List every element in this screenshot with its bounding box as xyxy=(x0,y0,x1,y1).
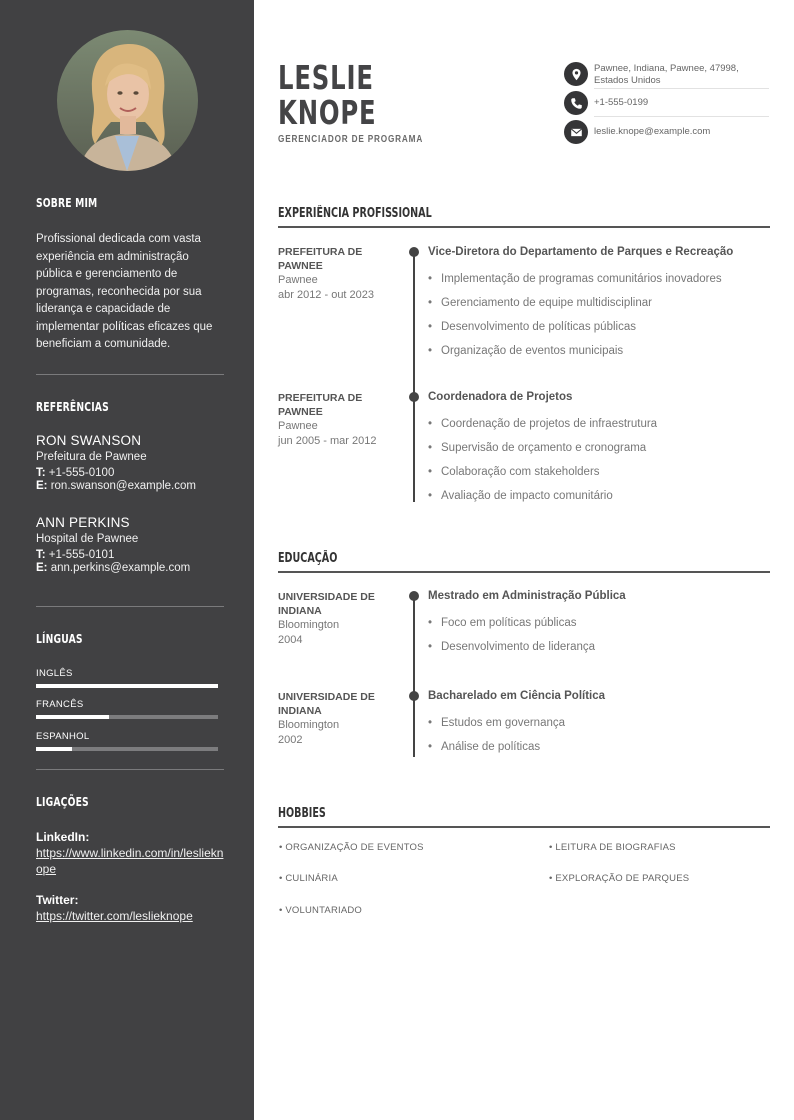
experience-meta xyxy=(278,391,398,449)
hobby-label: VOLUNTARIADO xyxy=(285,905,363,916)
language-level-bar xyxy=(36,715,218,719)
hobby-item: • ORGANIZAÇÃO DE EVENTOS xyxy=(279,842,424,853)
list-item: • Análise de políticas xyxy=(428,735,770,759)
email-value: ann.perkins@example.com xyxy=(50,562,191,574)
list-item: • Coordenação de projetos de infraestrutura xyxy=(428,412,770,436)
reference-email xyxy=(36,562,236,574)
contact-phone xyxy=(564,91,769,117)
experience-detail xyxy=(428,390,770,508)
education-meta xyxy=(278,590,398,648)
contact-email xyxy=(564,120,769,146)
degree-title: Bacharelado em Ciência Política xyxy=(428,690,606,702)
language-level-fill xyxy=(36,684,218,688)
link-item xyxy=(36,829,226,877)
language-level-fill xyxy=(36,747,72,751)
twitter-link[interactable]: https://twitter.com/leslieknope xyxy=(36,909,193,923)
highlight-list xyxy=(428,711,770,759)
institution: UNIVERSIDADE DE INDIANA xyxy=(278,591,375,617)
timeline-dot xyxy=(409,392,419,402)
sidebar xyxy=(0,0,254,1120)
full-name xyxy=(278,60,377,130)
experience-heading: EXPERIÊNCIA PROFISSIONAL xyxy=(278,206,432,221)
experience-meta xyxy=(278,245,398,303)
phone-value: +1-555-0101 xyxy=(48,549,115,561)
profile-photo xyxy=(57,30,198,171)
language-item xyxy=(36,699,218,719)
highlight-list xyxy=(428,611,770,659)
links-heading: LIGAÇÕES xyxy=(36,794,89,809)
language-name: FRANCÊS xyxy=(36,699,84,710)
reference-phone xyxy=(36,467,236,479)
experience-timeline xyxy=(413,250,415,502)
experience-detail xyxy=(428,245,770,363)
hobby-item: • VOLUNTARIADO xyxy=(279,905,363,916)
graduation-year: 2002 xyxy=(278,734,303,746)
phone-label: T: xyxy=(36,549,46,561)
education-detail xyxy=(428,689,770,759)
link-item xyxy=(36,892,226,924)
location: Bloomington xyxy=(278,619,340,631)
section-rule xyxy=(278,226,770,228)
last-name: KNOPE xyxy=(278,93,377,132)
list-item: • Gerenciamento de equipe multidisciplinar xyxy=(428,291,770,315)
linkedin-link[interactable]: https://www.linkedin.com/in/leslieknope xyxy=(36,846,224,876)
graduation-year: 2004 xyxy=(278,634,303,646)
date-range: jun 2005 - mar 2012 xyxy=(278,435,377,447)
language-name: INGLÊS xyxy=(36,668,73,679)
divider xyxy=(36,769,224,770)
list-item: • Avaliação de impacto comunitário xyxy=(428,484,770,508)
hobby-item: • LEITURA DE BIOGRAFIAS xyxy=(549,842,676,853)
hobby-label: EXPLORAÇÃO DE PARQUES xyxy=(555,873,690,884)
hobby-item: • CULINÁRIA xyxy=(279,873,338,884)
envelope-icon xyxy=(564,120,588,144)
list-item: • Foco em políticas públicas xyxy=(428,611,770,635)
email-label: E: xyxy=(36,562,48,574)
timeline-dot xyxy=(409,247,419,257)
institution: UNIVERSIDADE DE INDIANA xyxy=(278,691,375,717)
phone-text: +1-555-0199 xyxy=(594,97,649,108)
references-heading: REFERÊNCIAS xyxy=(36,399,109,414)
job-title: GERENCIADOR DE PROGRAMA xyxy=(278,134,424,145)
contact-divider xyxy=(594,88,769,89)
language-name: ESPANHOL xyxy=(36,731,90,742)
list-item: • Desenvolvimento de políticas públicas xyxy=(428,315,770,339)
timeline-dot xyxy=(409,591,419,601)
email-text: leslie.knope@example.com xyxy=(594,126,711,137)
list-item: • Colaboração com stakeholders xyxy=(428,460,770,484)
reference-name: ANN PERKINS xyxy=(36,515,130,530)
reference-phone xyxy=(36,549,236,561)
organization: PREFEITURA DE PAWNEE xyxy=(278,392,363,418)
link-label: Twitter: xyxy=(36,893,79,907)
section-rule xyxy=(278,571,770,573)
email-value: ron.swanson@example.com xyxy=(50,480,196,492)
reference-org: Hospital de Pawnee xyxy=(36,533,139,545)
reference-org: Prefeitura de Pawnee xyxy=(36,451,147,463)
position-title: Coordenadora de Projetos xyxy=(428,391,573,403)
degree-title: Mestrado em Administração Pública xyxy=(428,590,626,602)
location-pin-icon xyxy=(564,62,588,86)
phone-label: T: xyxy=(36,467,46,479)
position-title: Vice-Diretora do Departamento de Parques e Recreação xyxy=(428,246,734,258)
hobby-label: LEITURA DE BIOGRAFIAS xyxy=(555,842,676,853)
phone-value: +1-555-0100 xyxy=(48,467,115,479)
list-item: • Supervisão de orçamento e cronograma xyxy=(428,436,770,460)
phone-icon xyxy=(564,91,588,115)
section-rule xyxy=(278,826,770,828)
languages-heading: LÍNGUAS xyxy=(36,631,83,646)
achievement-list xyxy=(428,412,770,508)
about-text: Profissional dedicada com vasta experiência em administração pública e gerenciamento de programas, reconhecida por sua liderança e capacidade de implementar políticas eficazes que beneficiam a comunidade. xyxy=(36,233,213,350)
achievement-list xyxy=(428,267,770,363)
email-label: E: xyxy=(36,480,48,492)
contact-address xyxy=(564,62,769,88)
language-level-bar xyxy=(36,747,218,751)
education-heading: EDUCAÇÃO xyxy=(278,551,338,566)
hobby-label: CULINÁRIA xyxy=(285,873,338,884)
language-level-bar xyxy=(36,684,218,688)
first-name: LESLIE xyxy=(278,58,374,97)
divider xyxy=(36,374,224,375)
language-item xyxy=(36,668,218,688)
hobby-item: • EXPLORAÇÃO DE PARQUES xyxy=(549,873,690,884)
list-item: • Organização de eventos municipais xyxy=(428,339,770,363)
reference-email xyxy=(36,480,236,492)
list-item: • Estudos em governança xyxy=(428,711,770,735)
reference-item xyxy=(36,433,236,492)
avatar xyxy=(57,30,198,171)
timeline-dot xyxy=(409,691,419,701)
location: Pawnee xyxy=(278,274,318,286)
education-meta xyxy=(278,690,398,748)
education-detail xyxy=(428,589,770,659)
date-range: abr 2012 - out 2023 xyxy=(278,289,375,301)
list-item: • Desenvolvimento de liderança xyxy=(428,635,770,659)
hobby-label: ORGANIZAÇÃO DE EVENTOS xyxy=(285,842,424,853)
contact-divider xyxy=(594,116,769,117)
location: Pawnee xyxy=(278,420,318,432)
divider xyxy=(36,606,224,607)
address-text: Pawnee, Indiana, Pawnee, 47998, Estados Unidos xyxy=(594,63,739,86)
about-heading: SOBRE MIM xyxy=(36,195,98,210)
hobbies-heading: HOBBIES xyxy=(278,806,326,821)
education-timeline xyxy=(413,595,415,757)
reference-item xyxy=(36,515,236,574)
link-label: LinkedIn: xyxy=(36,830,90,844)
language-level-fill xyxy=(36,715,109,719)
organization: PREFEITURA DE PAWNEE xyxy=(278,246,363,272)
reference-name: RON SWANSON xyxy=(36,433,142,448)
location: Bloomington xyxy=(278,719,340,731)
list-item: • Implementação de programas comunitários inovadores xyxy=(428,267,770,291)
language-item xyxy=(36,731,218,751)
